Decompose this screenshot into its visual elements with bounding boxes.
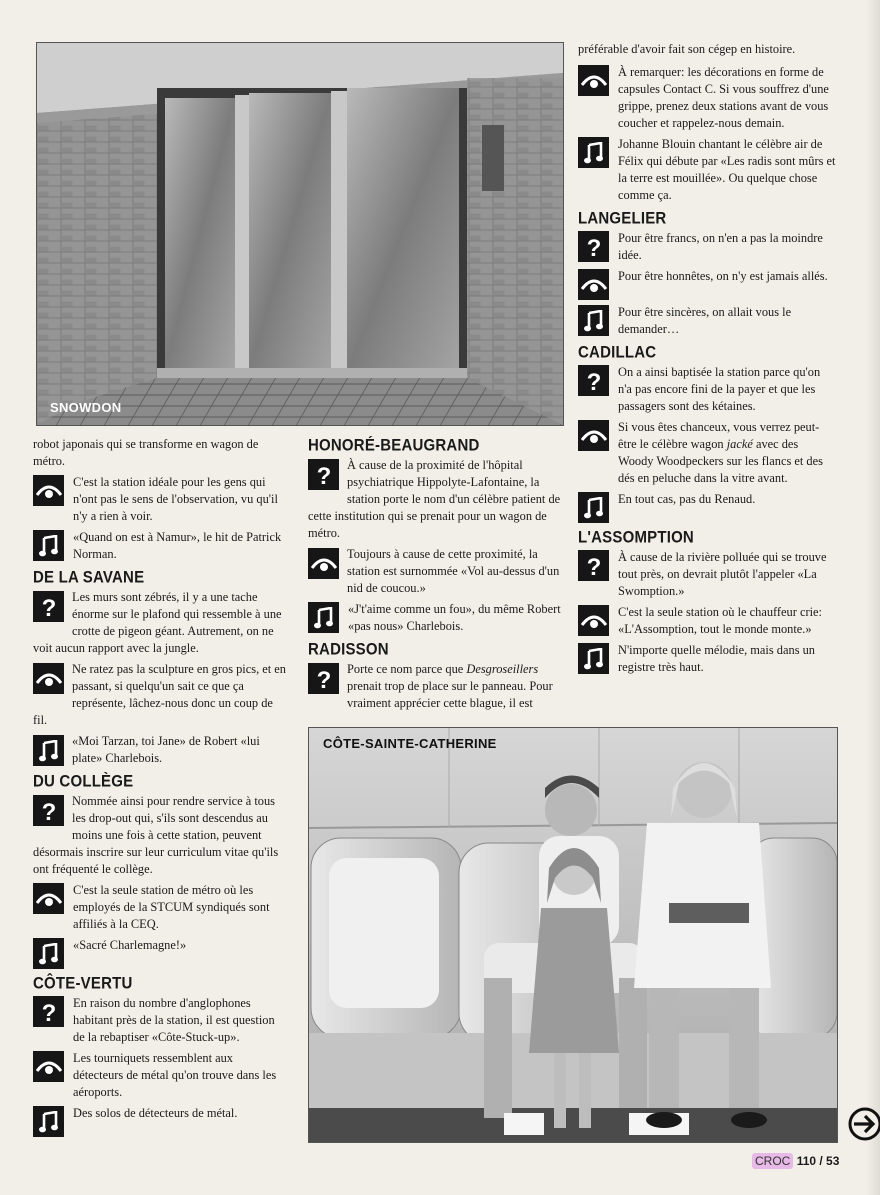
eye-icon [33,663,64,694]
photo-snowdon-caption: SNOWDON [50,400,122,415]
entry-text: Pour être sincères, on allait vous le demander… [618,305,792,336]
question-mark-icon [578,365,609,396]
entry-eye [33,882,286,933]
entry-music [308,601,563,635]
entry-eye [578,64,836,132]
entry-eye [578,419,836,487]
eye-icon [308,548,339,579]
column-left [33,436,286,1141]
entry-question [308,457,563,542]
entry-text: «Moi Tarzan, toi Jane» de Robert «lui plate» Charlebois. [72,734,260,765]
photo-snowdon [36,42,564,426]
entry-text: N'importe quelle mélodie, mais dans un registre très haut. [618,643,815,674]
svg-text:?: ? [316,666,331,691]
entry-text: «Sacré Charlemagne!» [73,938,187,952]
entry-eye [578,268,836,300]
page-folio [752,1154,839,1168]
entry-text: À cause de la rivière polluée qui se trouve tout près, on devrait plutôt l'appeler «La Swomption.» [618,550,827,598]
entry-text: Porte ce nom parce que Desgroseillers prenait trop de place sur le panneau. Pour vraiment apprécier cette blague, il est [347,662,553,710]
music-note-icon [578,643,609,674]
page-fold-shadow [866,0,880,1195]
question-mark-icon [308,459,339,490]
entry-text: Pour être francs, on n'en a pas la moindre idée. [618,231,823,262]
entry-question [308,661,563,712]
continued-text: robot japonais qui se transforme en wagon de métro. [33,437,259,468]
station-heading-langelier: LANGELIER [578,209,667,228]
next-page-arrow-icon[interactable] [848,1107,880,1141]
entry-eye [33,661,286,729]
eye-icon [33,883,64,914]
entry-text: Nommée ainsi pour rendre service à tous les drop-out qui, s'ils sont descendus au moins une fois à cette station, peuvent désormais inscrire sur leur curriculum vitae qu'ils ont fréquenté le collège. [33,794,279,876]
entry-text: C'est la station idéale pour les gens qui n'ont pas le sens de l'observation, vu qu'il n'y a rien à voir. [73,475,278,523]
entry-text: Johanne Blouin chantant le célèbre air de Félix qui débute par «Les radis sont mûrs et la terre est mouillée». Ou quelque chose comme ça. [618,137,836,202]
svg-text:?: ? [586,368,601,393]
entry-question [578,364,836,415]
station-heading-radisson: RADISSON [308,640,389,659]
station-heading-du-college: DU COLLÈGE [33,772,134,791]
photo-cote-sainte-catherine-caption: CÔTE-SAINTE-CATHERINE [323,736,497,751]
station-heading-honore-beaugrand: HONORÉ-BEAUGRAND [308,436,480,455]
entry-eye [33,1050,286,1101]
entry-text: C'est la seule station où le chauffeur crie: «L'Assomption, tout le monde monte.» [618,605,822,636]
column-right-top [578,41,836,680]
entry-eye [308,546,563,597]
entry-text: Si vous êtes chanceux, vous verrez peut-être le célèbre wagon jacké avec des Woody Woodpeckers sur les flancs et des dés en peluche dans la vitre avant. [618,420,823,485]
entry-music [578,136,836,204]
eye-icon [578,269,609,300]
photo-cote-sainte-catherine [308,727,838,1143]
question-mark-icon [308,663,339,694]
music-note-icon [33,938,64,969]
entry-text: À cause de la proximité de l'hôpital psychiatrique Hippolyte-Lafontaine, la station porte le nom d'un célèbre patient de cette institution qui se prenait pour un wagon de métro. [308,458,561,540]
entry-question [33,793,286,878]
entry-text: En tout cas, pas du Renaud. [618,492,756,506]
entry-text: Les murs sont zébrés, il y a une tache énorme sur le plafond qui ressemble à une crotte de pigeon géant. Autrement, on ne voit aucun rapport avec la jungle. [33,590,282,655]
eye-icon [578,605,609,636]
entry-text: Toujours à cause de cette proximité, la station est surnommée «Vol au-dessus d'un nid de coucou.» [347,547,560,595]
entry-music [33,733,286,767]
entry-text: Les tourniquets ressemblent aux détecteurs de métal qu'on trouve dans les aéroports. [73,1051,277,1099]
music-note-icon [33,735,64,766]
svg-text:?: ? [41,594,56,619]
music-note-icon [578,492,609,523]
photo-cote-sainte-catherine-image [309,728,837,1142]
question-mark-icon [578,550,609,581]
station-heading-de-la-savane: DE LA SAVANE [33,568,145,587]
entry-question [33,995,286,1046]
music-note-icon [578,137,609,168]
question-mark-icon [33,795,64,826]
eye-icon [578,65,609,96]
page-number: 110 / 53 [796,1154,840,1168]
music-note-icon [33,1106,64,1137]
entry-question [578,230,836,264]
question-mark-icon [578,231,609,262]
music-note-icon [308,602,339,633]
column-middle [308,433,563,716]
station-heading-lassomption: L'ASSOMPTION [578,528,694,547]
entry-text: «J't'aime comme un fou», du même Robert «pas nous» Charlebois. [348,602,561,633]
music-note-icon [33,530,64,561]
entry-music [33,1105,286,1137]
eye-icon [578,420,609,451]
entry-music [33,529,286,563]
svg-text:?: ? [316,462,331,487]
entry-text: Ne ratez pas la sculpture en gros pics, et en passant, si quelqu'un sait ce que ça représente, lâchez-nous donc un coup de fil. [33,662,286,727]
music-note-icon [578,305,609,336]
entry-text: On a ainsi baptisée la station parce qu'on n'a pas encore fini de la payer et que les passagers sont des kétaines. [618,365,821,413]
entry-music [578,304,836,338]
entry-music [33,937,286,969]
entry-question [33,589,286,657]
svg-text:?: ? [41,999,56,1024]
entry-text: Des solos de détecteurs de métal. [73,1106,238,1120]
svg-text:?: ? [586,553,601,578]
entry-text: À remarquer: les décorations en forme de capsules Contact C. Si vous souffrez d'une grippe, prenez deux stations avant de vous coucher et rappelez-nous demain. [618,65,829,130]
svg-text:?: ? [586,234,601,259]
question-mark-icon [33,996,64,1027]
photo-snowdon-image [37,43,563,425]
magazine-brand: CROC [752,1153,793,1169]
eye-icon [33,475,64,506]
entry-text: «Quand on est à Namur», le hit de Patrick Norman. [73,530,282,561]
continued-text: préférable d'avoir fait son cégep en histoire. [578,42,796,56]
station-heading-cote-vertu: CÔTE-VERTU [33,974,133,993]
entry-eye [33,474,286,525]
entry-text: Pour être honnêtes, on n'y est jamais allés. [618,269,828,283]
svg-text:?: ? [41,798,56,823]
entry-question [578,549,836,600]
station-heading-cadillac: CADILLAC [578,343,657,362]
entry-text: En raison du nombre d'anglophones habitant près de la station, il est question de la rebaptiser «Côte-Stuck-up». [73,996,275,1044]
entry-eye [578,604,836,638]
entry-music [578,642,836,676]
entry-music [578,491,836,523]
eye-icon [33,1051,64,1082]
entry-text: C'est la seule station de métro où les employés de la STCUM syndiqués sont affiliés à la CEQ. [73,883,270,931]
question-mark-icon [33,591,64,622]
